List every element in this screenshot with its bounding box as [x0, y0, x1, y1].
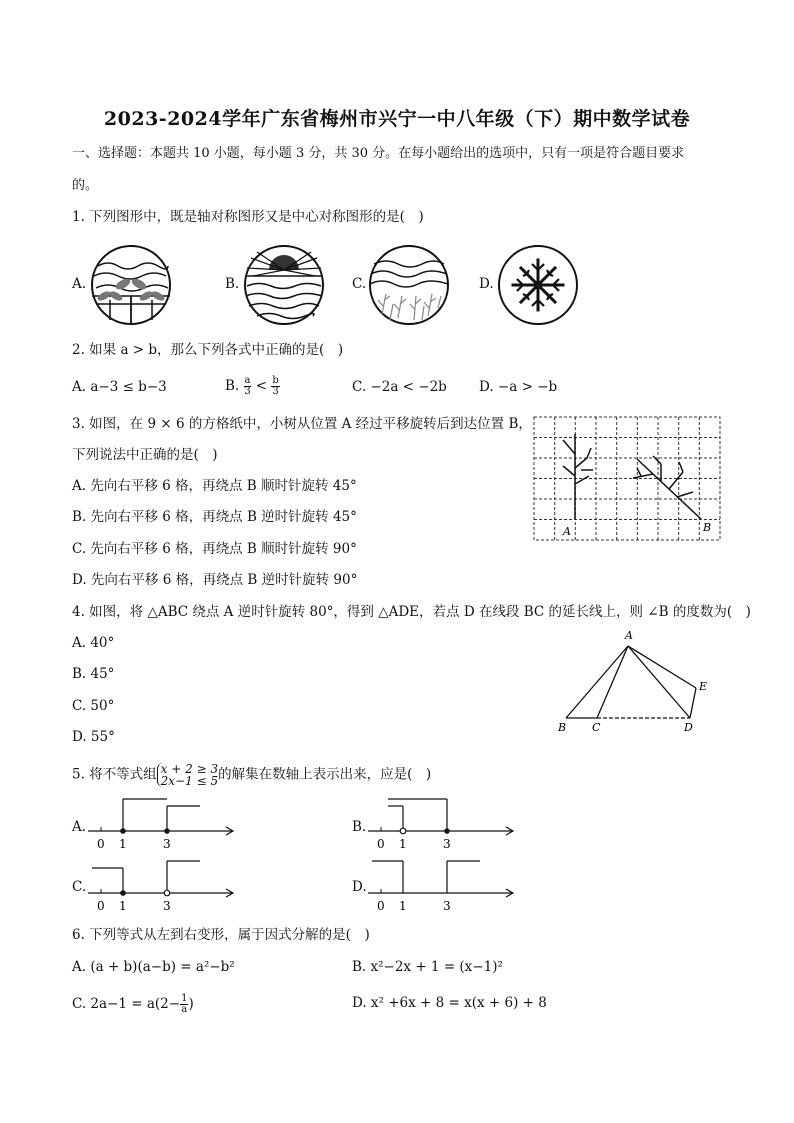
- q5-option-a-label: A.: [72, 819, 87, 835]
- q5-option-c-label: C.: [72, 879, 87, 895]
- q2-option-d: D. −a > −b: [479, 379, 558, 395]
- q3-option-a: A. 先向右平移 6 格，再绕点 B 顺时针旋转 45°: [72, 478, 357, 494]
- q1-option-a-label: A.: [72, 276, 87, 292]
- q4-option-a: A. 40°: [72, 635, 115, 651]
- q6-option-d: D. x² +6x + 8 = x(x + 6) + 8: [352, 995, 547, 1011]
- q4-option-d: D. 55°: [72, 729, 115, 745]
- tick-label-3: 3: [443, 837, 451, 851]
- q1-option-d-label: D.: [479, 276, 494, 292]
- q4-point-d: D: [684, 721, 693, 734]
- q1-figure-b-sunrise: [243, 244, 325, 326]
- q4-point-c: C: [592, 721, 601, 734]
- q2-stem: 2. 如果 a > b，那么下列各式中正确的是( ): [72, 342, 344, 358]
- fraction-numerator: a: [244, 375, 251, 386]
- q2-option-c: C. −2a < −2b: [352, 379, 447, 395]
- q6-option-c-suffix: ): [188, 996, 194, 1012]
- q5-option-b-label: B.: [352, 819, 367, 835]
- q5-stem: [72, 763, 431, 787]
- q1-figure-c-grass: [368, 244, 450, 326]
- q3-label-b: B: [703, 521, 712, 534]
- q4-point-e: E: [699, 680, 708, 693]
- q4-option-b: B. 45°: [72, 666, 115, 682]
- fraction-numerator: b: [272, 375, 279, 386]
- q5-numberline-d: [368, 858, 518, 914]
- fraction-denominator: 3: [244, 386, 251, 397]
- page-title: 2023-2024学年广东省梅州市兴宁一中八年级（下）期中数学试卷: [103, 108, 691, 130]
- q2-option-b-relation: <: [255, 378, 268, 394]
- q2-option-b: [225, 373, 280, 399]
- q4-point-b: B: [558, 721, 567, 734]
- q3-option-c: C. 先向右平移 6 格，再绕点 B 顺时针旋转 90°: [72, 541, 357, 557]
- q3-label-a: A: [563, 525, 571, 538]
- tick-label-1: 1: [119, 837, 127, 851]
- q2-option-b-left-fraction: [244, 376, 252, 397]
- q5-inequality-system: [157, 763, 218, 787]
- q5-stem-suffix: 的解集在数轴上表示出来，应是( ): [218, 766, 432, 783]
- q6-stem: 6. 下列等式从左到右变形，属于因式分解的是( ): [72, 927, 370, 943]
- q5-numberline-a: [88, 796, 238, 852]
- q5-numberline-b: [368, 796, 518, 852]
- section-instructions-line2: 的。: [72, 178, 99, 193]
- q3-grid-figure: [533, 416, 721, 541]
- q3-option-d: D. 先向右平移 6 格，再绕点 B 逆时针旋转 90°: [72, 572, 358, 588]
- q1-figure-a-leaves: [90, 244, 172, 326]
- tick-label-0: 0: [97, 837, 105, 851]
- q1-option-c-label: C.: [352, 276, 367, 292]
- q4-point-a: A: [625, 629, 633, 642]
- fraction-denominator: 3: [272, 386, 279, 397]
- q3-stem-line2: 下列说法中正确的是( ): [72, 447, 218, 463]
- tick-label-3: 3: [163, 837, 171, 851]
- q6-option-c: [72, 991, 194, 1017]
- q3-option-b: B. 先向右平移 6 格，再绕点 B 逆时针旋转 45°: [72, 509, 357, 525]
- q5-inequality-1: x + 2 ≥ 3: [160, 762, 219, 776]
- q2-option-b-prefix: B.: [225, 378, 240, 394]
- tick-label-0: 0: [377, 837, 385, 851]
- q6-option-a: A. (a + b)(a−b) = a²−b²: [72, 959, 235, 975]
- q2-option-a: A. a−3 ≤ b−3: [72, 379, 167, 395]
- q2-option-b-right-fraction: [271, 376, 279, 397]
- fraction-denominator: a: [181, 1004, 188, 1015]
- q5-inequality-2: 2x−1 ≤ 5: [160, 774, 219, 788]
- q3-stem-line1: 3. 如图，在 9 × 6 的方格纸中，小树从位置 A 经过平移旋转后到达位置 B，: [72, 416, 532, 432]
- tick-label-1: 1: [119, 899, 127, 913]
- q5-stem-prefix: 5. 将不等式组: [72, 766, 157, 783]
- tick-label-3: 3: [443, 899, 451, 913]
- tick-label-0: 0: [97, 899, 105, 913]
- fraction-numerator: 1: [181, 993, 188, 1004]
- q4-stem: 4. 如图，将 △ABC 绕点 A 逆时针旋转 80°，得到 △ADE，若点 D 在线段 BC 的延长线上，则 ∠B 的度数为( ): [72, 604, 751, 620]
- tick-label-1: 1: [399, 899, 407, 913]
- section-instructions-line1: 一、选择题：本题共 10 小题，每小题 3 分，共 30 分。在每小题给出的选项中，只有一项是符合题目要求: [72, 146, 685, 161]
- q6-option-c-prefix: C. 2a−1 = a(2−: [72, 996, 181, 1012]
- q4-triangle-figure: [552, 626, 717, 736]
- q1-stem: 1. 下列图形中，既是轴对称图形又是中心对称图形的是( ): [72, 209, 424, 225]
- q1-option-b-label: B.: [225, 276, 240, 292]
- q1-figure-d-snowflake: [497, 244, 579, 326]
- q4-option-c: C. 50°: [72, 698, 115, 714]
- tick-label-3: 3: [163, 899, 171, 913]
- q5-option-d-label: D.: [352, 879, 367, 895]
- q6-option-b: B. x²−2x + 1 = (x−1)²: [352, 959, 503, 975]
- tick-label-1: 1: [399, 837, 407, 851]
- q5-numberline-c: [88, 858, 238, 914]
- tick-label-0: 0: [377, 899, 385, 913]
